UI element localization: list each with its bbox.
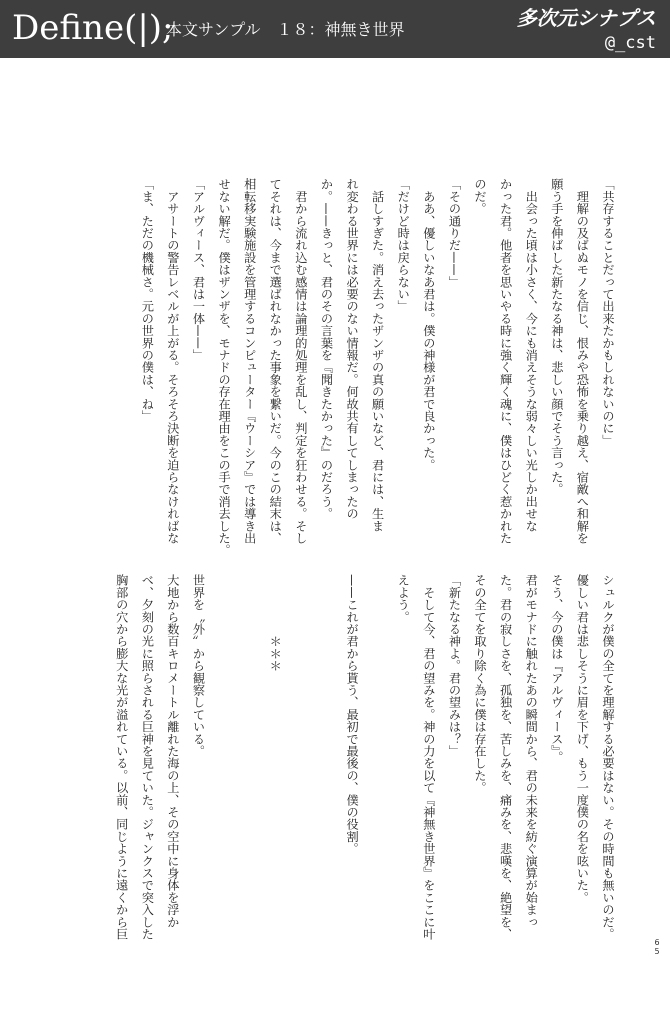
text-column: 胸部の穴から膨大な光が溢れている。以前、同じように遠くから巨 [114,574,129,940]
text-column: そして今、君の望みを。神の力を以て『神無き世界』をここに叶 [421,574,436,940]
text-column: かった君。他者を思いやる時に強く輝く魂に、僕はひどく惹かれた [498,178,513,544]
text-column: 「アルヴィース、君は一体——」 [191,178,206,361]
text-column: か。——きっと、君のその言葉を『聞きたかった』のだろう。 [319,178,334,520]
page-number: 6 5 [654,938,660,956]
text-column: シュルクが僕の全てを理解する必要はない。その時間も無いのだ。 [601,574,615,940]
text-column: せない解だ。僕はザンザを、モナドの存在理由をこの手で消去した。 [217,178,232,557]
text-column: 話しすぎた。消え去ったザンザの真の願いなど、君には、生ま [370,178,385,532]
text-column: 出会った頃は小さく、今にも消えそうな弱々しい光しか出せな [524,178,539,532]
text-column: 優しい君は悲しそうに眉を下げ、もう一度僕の名を呟いた。 [575,574,590,904]
text-column: 君から流れ込む感情は論理的処理を乱し、判定を狂わせる。そし [293,178,308,544]
text-column: ＊＊＊ [268,574,283,672]
text-column: 「ま、ただの機械さ。元の世界の僕は、ね」 [140,178,155,422]
text-column: べ、夕刻の光に照らされる巨神を見ていた。ジャンクスで突入した [140,574,155,940]
brand-logo: 多次元シナプス [516,6,656,30]
text-column: 「新たなる神よ。君の望みは？」 [447,574,462,757]
text-column [287,574,313,974]
text-column: 「共存することだって出来たかもしれないのに」 [601,178,615,447]
body-text-upper [134,178,620,568]
text-column: アサートの警告レベルが上がる。そろそろ決断を迫らなければな [165,178,180,544]
text-column [313,574,339,974]
text-column: その全てを取り除く為に僕は存在した。 [473,574,488,794]
header-bar [0,0,670,58]
text-column: た。君の寂しさを、孤独を、苦しみを、痛みを、悲嘆を、絶望を、 [498,574,513,940]
text-column: 大地から数百キロメートル離れた海の上、その空中に身体を浮か [165,574,180,928]
text-column: 願う手を伸ばした新たなる神は、悲しい顔でそう言った。 [549,178,564,496]
text-column: 「だけど時は戻らない」 [396,178,411,313]
text-column: のだ。 [473,178,488,215]
text-column: てそれは、今まで選ばれなかった事象を繋いだ。今のこの結末は、 [268,178,283,544]
page-subtitle: 本文サンプル １８：神無き世界 [166,20,405,39]
author-handle: @_cst [604,33,656,53]
text-column: ああ、優しいなあ君は。僕の神様が君で良かった。 [421,178,436,471]
text-column: ——これが君から貰う、最初で最後の、僕の役割。 [345,574,360,855]
text-column: 理解の及ばぬモノを信じ、恨みや恐怖を乗り越え、宿敵へ和解を [575,178,590,544]
text-column [236,574,262,974]
text-column: 世界を〝外〟から観察している。 [191,574,206,757]
text-column [364,574,390,974]
text-column: 君がモナドに触れたあの瞬間から、君の未来を紡ぐ演算が始まっ [524,574,539,928]
body-text-lower [108,574,620,974]
text-column: 相転移実験施設を管理するコンピューター『ウーシア』では導き出 [242,178,257,544]
text-column: えよう。 [396,574,411,623]
text-column: 「その通りだ——」 [447,178,462,288]
text-column: れ変わる世界には必要のない情報だ。何故共有してしまったの [345,178,360,520]
text-column [211,574,237,974]
logo-define: Define(|); [12,8,174,48]
text-column: そう、今の僕は『アルヴィース』。 [549,574,564,764]
